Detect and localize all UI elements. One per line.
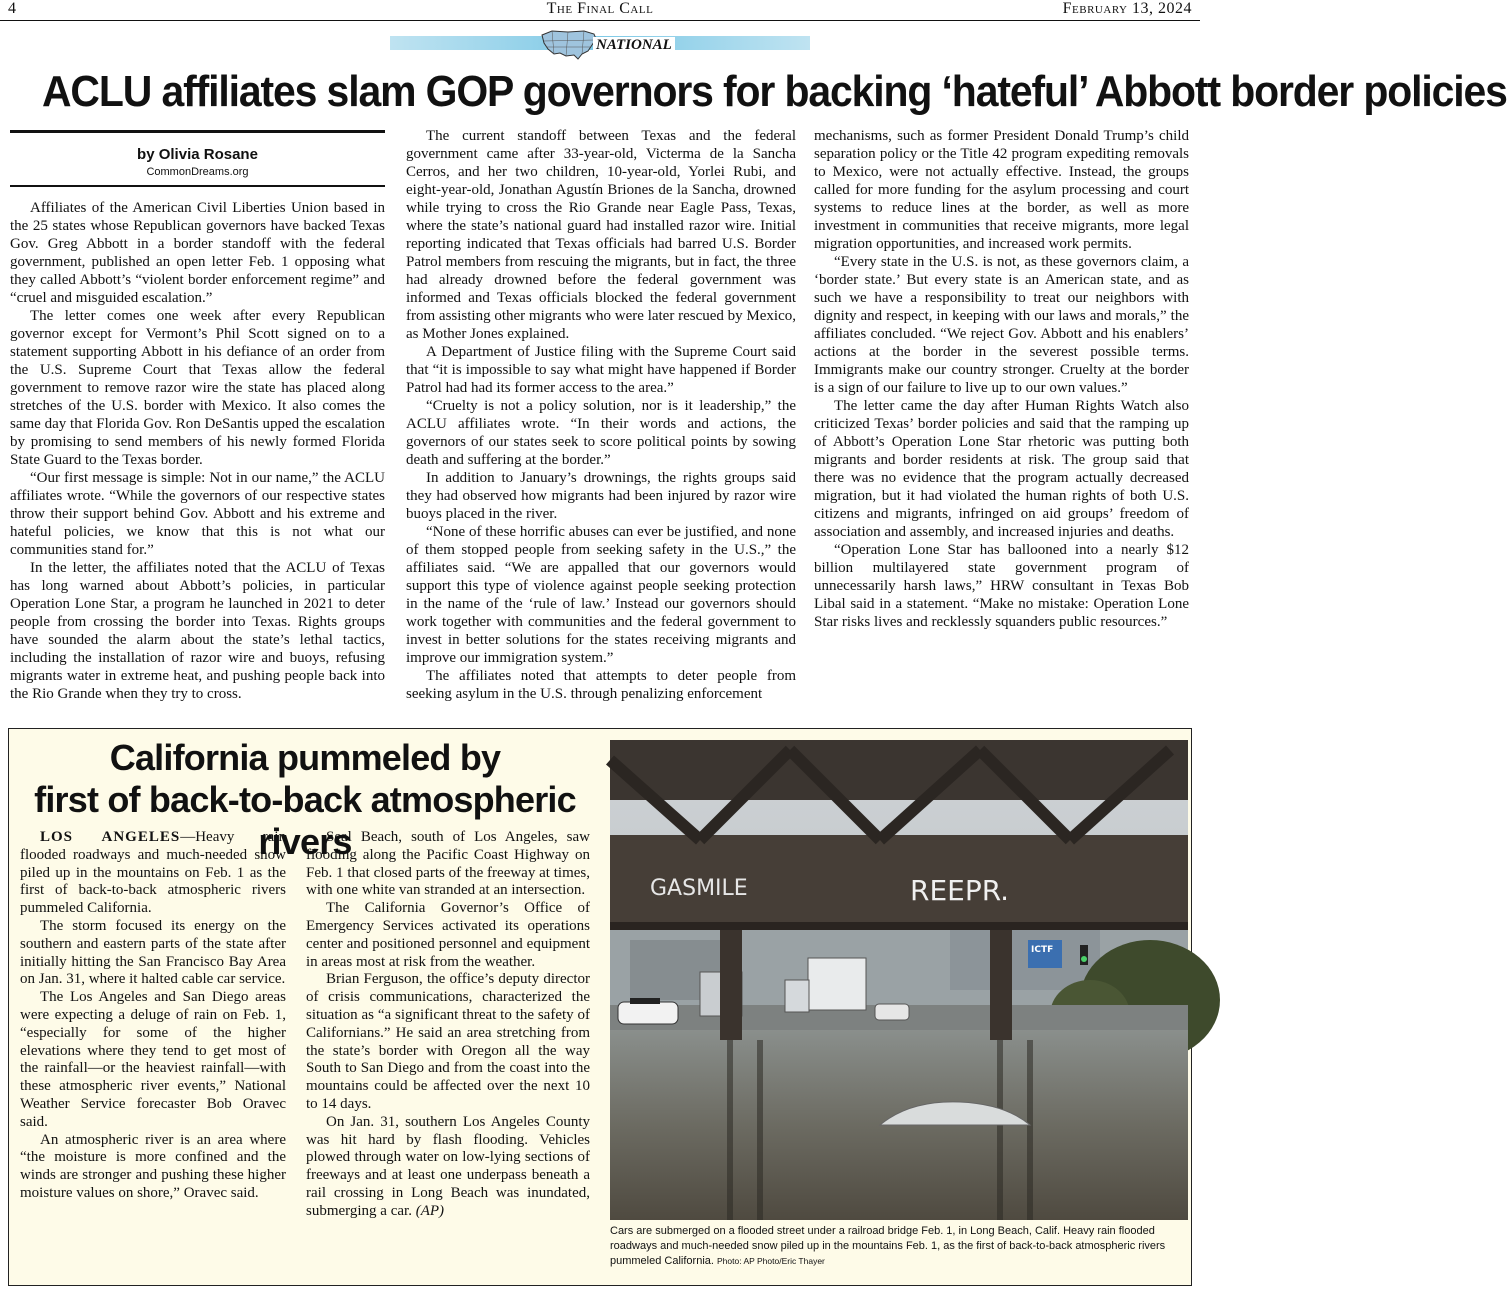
paragraph: The storm focused its energy on the southern and eastern parts of the state after initially hitting the San Francisco Bay Area on Jan. 31, where it halted cable car service. (20, 917, 286, 988)
paragraph: The affiliates noted that attempts to deter people from seeking asylum in the U.S. through penalizing enforcement (406, 668, 796, 702)
byline-rule-top (10, 130, 385, 133)
paragraph: LOS ANGELES—Heavy rain flooded roadways and much-needed snow piled up in the mountains on Feb. 1 as the first of back-to-back atmospheric rivers pummeled California. (20, 829, 286, 917)
us-map-icon (538, 27, 600, 63)
sidebar-headline-line-1: California pummeled by (109, 737, 501, 778)
byline: by Olivia Rosane (137, 146, 258, 163)
photo-credit: Photo: AP Photo/Eric Thayer (717, 1256, 825, 1266)
article2-column-1 (20, 829, 286, 1203)
paragraph: Brian Ferguson, the office’s deputy director of crisis communications, characterized the situation as “a significant threat to the safety of Californians.” He said an area stretching from the state’s border with Oregon all the way South to San Diego and from the coast into the mountains could be affected over the next 10 to 14 days. (306, 971, 590, 1112)
signoff: (AP) (415, 1202, 445, 1219)
paragraph: The California Governor’s Office of Emergency Services activated its operations center and positioned personnel and equipment in areas most at risk from the weather. (306, 900, 590, 970)
issue-date: February 13, 2024 (1062, 0, 1192, 17)
paragraph: In the letter, the affiliates noted that the ACLU of Texas has long warned about Abbott’s policies, in particular Operation Lone Star, a program he launched in 2021 to deter people from crossing the border into Texas. Rights groups have sounded the alarm about the state’s lethal tactics, including the installation of razor wire and buoys, refusing migrants water in extreme heat, and pushing people back into the Rio Grande when they try to cross. (10, 560, 385, 702)
street-sign-text: ICTF (1031, 945, 1054, 955)
paragraph: On Jan. 31, southern Los Angeles County was hit hard by flash flooding. Vehicles plowed through water on low-lying sections of freeways and at least one underpass beneath a rail crossing in Long Beach was inundated, submerging a car. (AP) (306, 1113, 590, 1219)
article1-column-2 (406, 127, 796, 703)
paragraph: mechanisms, such as former President Donald Trump’s child separation policy or the Title 42 program expediting removals to Mexico, were not actually effective. Instead, the groups called for more funding for the asylum processing and court systems to reduce lines at the border, as well as more investment in communities that receive migrants, more legal migration opportunities, and increased work permits. (814, 128, 1189, 252)
graffiti-text-1: GASMILE (650, 876, 748, 901)
paragraph: Affiliates of the American Civil Liberties Union based in the 25 states whose Republican governors have backed Texas Gov. Greg Abbott in a border standoff with the federal government, published an open letter Feb. 1 opposing what they called Abbott’s “violent border enforcement regime” and “cruel and misguided escalation.” (10, 200, 385, 306)
byline-rule-bottom (10, 185, 385, 187)
paragraph: “Our first message is simple: Not in our name,” the ACLU affiliates wrote. “While the governors of our respective states throw their support behind Gov. Abbott and his extreme and hateful policies, we know that this is not what our communities stand for.” (10, 470, 385, 558)
paragraph: “None of these horrific abuses can ever be justified, and none of them stopped people from seeking safety in the U.S.,” the affiliates said. “We are appalled that our governors would support this type of violence against people seeking protection in the name of the ‘rule of law.’ Instead our governors should work together with communities and the federal government to invest in better solutions for the states receiving migrants and improve our immigration system.” (406, 524, 796, 666)
paragraph: “Every state in the U.S. is not, as these governors claim, a ‘border state.’ But every state is an American state, and as such we have a responsibility to treat our neighbors with dignity and respect, in keeping with our laws and morals,” the affiliates concluded. “We reject Gov. Abbott and his enablers’ actions at the border in the severest possible terms. Immigrants make our country stronger. Cruelty at the border is a sign of our failure to live up to our own values.” (814, 254, 1189, 396)
paragraph: Seal Beach, south of Los Angeles, saw flooding along the Pacific Coast Highway on Feb. 1 that closed parts of the freeway at times, with one white van stranded at an intersection. (306, 829, 590, 899)
sidebar-headline-line-2: first of back-to-back atmospheric rivers (34, 779, 576, 862)
paragraph: “Cruelty is not a policy solution, nor is it leadership,” the ACLU affiliates wrote. “In their words and actions, the governors of our states seek to score political points by sowing death and suffering at the border.” (406, 398, 796, 468)
article2-column-2 (306, 829, 590, 1221)
byline-source: CommonDreams.org (146, 166, 249, 178)
paragraph: In addition to January’s drownings, the rights groups said they had observed how migrants had been injured by razor wire buoys placed in the river. (406, 470, 796, 522)
paragraph: The letter comes one week after every Republican governor except for Vermont’s Phil Scott signed on to a statement supporting Abbott in his defiance of an order from the U.S. Supreme Court that Texas allow the federal government to remove razor wire the state has placed along stretches of the U.S. border with Mexico. It also comes the same day that Florida Gov. Ron DeSantis upped the escalation by promising to send members of his newly formed Florida State Guard to the Texas border. (10, 308, 385, 468)
paragraph: The letter came the day after Human Rights Watch also criticized Texas’ border policies and said that the ramping up of Abbott’s Operation Lone Star rhetoric was putting both migrants and border residents at risk. The group said that there was no evidence that the program actually decreased migration, but it had violated the human rights of both U.S. citizens and migrants, infringed on aid groups’ freedom of association and assembly, and increased injuries and deaths. (814, 398, 1189, 540)
main-headline: ACLU affiliates slam GOP governors for backing ‘hateful’ Abbott border policies (42, 67, 1507, 116)
section-label: NATIONAL (593, 37, 675, 54)
paragraph: The Los Angeles and San Diego areas were expecting a deluge of rain on Feb. 1, “especially for some of the higher elevations where they tend to get most of the rainfall—or the heaviest rainfall—with these atmospheric river events,” National Weather Service forecaster Bob Oravec said. (20, 989, 286, 1130)
paragraph: A Department of Justice filing with the Supreme Court said that “it is impossible to say what might have happened if Border Patrol had had its former access to the area.” (406, 344, 796, 396)
paragraph: An atmospheric river is an area where “the moisture is more confined and the winds are stronger and pushing these higher moisture values on shore,” Oravec said. (20, 1131, 286, 1201)
article1-column-3 (814, 127, 1189, 631)
article1-column-1 (10, 199, 385, 703)
photo-caption: Cars are submerged on a flooded street under a railroad bridge Feb. 1, in Long Beach, Calif. Heavy rain flooded roadways and much-needed snow piled up in the mountains Feb. 1, as the first of back-to-back atmospheric rivers pummeled California. Photo: AP Photo/Eric Thayer (610, 1225, 1166, 1267)
page-number: 4 (8, 0, 16, 17)
paper-name: The Final Call (546, 0, 654, 17)
paragraph: The current standoff between Texas and the federal government came after 33-year-old, Victerma de la Sancha Cerros, and her two children, 10-year-old, Yorlei Rubi, and eight-year-old, Jonathan Agustín Briones de la Sancha, drowned while trying to cross the Rio Grande near Eagle Pass, Texas, where the state’s national guard had installed razor wire. Initial reporting indicated that Texas officials had barred U.S. Border Patrol members from rescuing the migrants, but in fact, the three had already drowned before the federal government was informed and Texas officials blocked the federal government from assisting other migrants who were later rescued by Mexico, as Mother Jones explained. (406, 128, 796, 342)
flooded-street-photo (610, 740, 1188, 1220)
dateline: LOS ANGELES (40, 829, 181, 845)
graffiti-text-2: REEPR. (910, 874, 1010, 907)
paragraph: “Operation Lone Star has ballooned into a nearly $12 billion multilayered state government program of unnecessarily harsh laws,” HRW consultant in Texas Bob Libal said in a statement. “Make no mistake: Operation Lone Star risks lives and recklessly squanders public resources.” (814, 542, 1189, 630)
page-folio (0, 0, 1200, 21)
